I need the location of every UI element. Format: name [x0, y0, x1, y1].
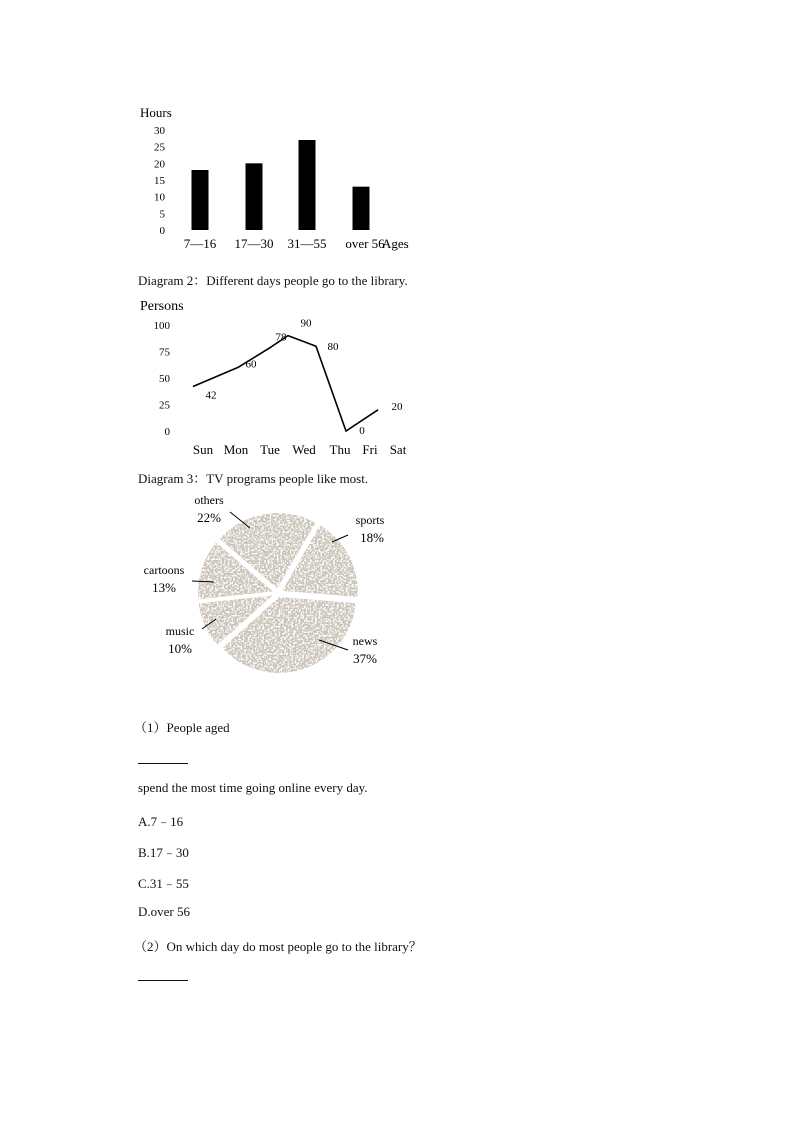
question-1-option-c[interactable]: C.31﹣55: [138, 876, 189, 891]
question-1-option-a[interactable]: A.7﹣16: [138, 814, 184, 829]
bar-1: [192, 170, 209, 230]
question-1-stem: （1）People aged: [134, 720, 230, 735]
line-data-label: 0: [359, 425, 365, 437]
line-x-tick-label: Fri: [362, 442, 378, 457]
pie-slice-percent: 37%: [353, 651, 377, 666]
line-x-tick-label: Sun: [192, 442, 214, 457]
bar-y-tick-label: 25: [154, 141, 165, 154]
question-1-continuation: spend the most time going online every day.: [138, 780, 368, 795]
bar-x-tick-label: over 56: [345, 236, 385, 251]
line-y-tick-label: 0: [164, 426, 170, 438]
bar-y-tick-label: 30: [154, 125, 165, 137]
line-data-label: 78: [275, 331, 287, 344]
pie-slice-percent: 10%: [168, 641, 192, 656]
line-y-tick-label: 75: [159, 346, 170, 359]
question-2-answer-blank[interactable]: [138, 970, 188, 981]
line-x-tick-label: Tue: [260, 442, 280, 457]
bar-y-axis-label: Hours: [140, 105, 172, 120]
pie-chart: [130, 488, 430, 683]
bar-y-tick-label: 10: [154, 191, 165, 204]
pie-slice-label: cartoons: [143, 563, 185, 577]
question-1-option-d[interactable]: D.over 56: [138, 904, 190, 919]
bar-x-tick-label: 17—30: [234, 236, 274, 251]
line-x-tick-label: Wed: [292, 442, 316, 457]
bar-y-tick-label: 5: [159, 208, 165, 221]
bar-y-tick-label: 0: [159, 225, 165, 237]
bar-y-tick-label: 15: [154, 175, 165, 187]
pie-slice-label: others: [194, 493, 224, 507]
bar-x-tick-label: 31—55: [287, 236, 327, 251]
question-2-stem: （2）On which day do most people go to the library？: [134, 939, 422, 954]
line-chart: [130, 292, 430, 462]
line-data-label: 60: [245, 358, 257, 371]
pie-slice-label: sports: [355, 513, 385, 527]
pie-slice-percent: 13%: [152, 580, 176, 595]
diagram-2-title: Diagram 2：Different days people go to the library.: [138, 273, 408, 288]
line-data-label: 90: [300, 317, 312, 330]
line-data-label: 20: [391, 400, 403, 413]
line-series-persons: [193, 336, 378, 431]
bar-chart: [130, 100, 430, 260]
line-data-label: 42: [205, 389, 217, 402]
pie-slice-label: music: [165, 624, 195, 638]
bar-x-tick-label: 7—16: [183, 236, 217, 251]
pie-slice-label: news: [352, 634, 378, 648]
diagram-3-title: Diagram 3：TV programs people like most.: [138, 471, 369, 486]
bar-y-tick-label: 20: [154, 158, 165, 171]
question-1-option-b[interactable]: B.17﹣30: [138, 845, 189, 860]
line-x-tick-label: Mon: [223, 442, 249, 457]
line-y-tick-label: 25: [159, 399, 170, 412]
question-1-answer-blank[interactable]: [138, 753, 188, 764]
line-y-tick-label: 100: [153, 320, 170, 332]
line-x-tick-label: Thu: [329, 442, 351, 457]
bar-x-axis-label: Ages: [382, 236, 409, 251]
pie-slice-percent: 22%: [197, 510, 221, 525]
line-y-tick-label: 50: [159, 373, 170, 385]
line-x-tick-label: Sat: [389, 442, 407, 457]
bar-2: [246, 163, 263, 230]
pie-slice-percent: 18%: [360, 530, 384, 545]
line-data-label: 80: [327, 341, 339, 354]
line-y-axis-label: Persons: [140, 299, 184, 314]
bar-3: [299, 140, 316, 230]
bar-4: [353, 187, 370, 230]
